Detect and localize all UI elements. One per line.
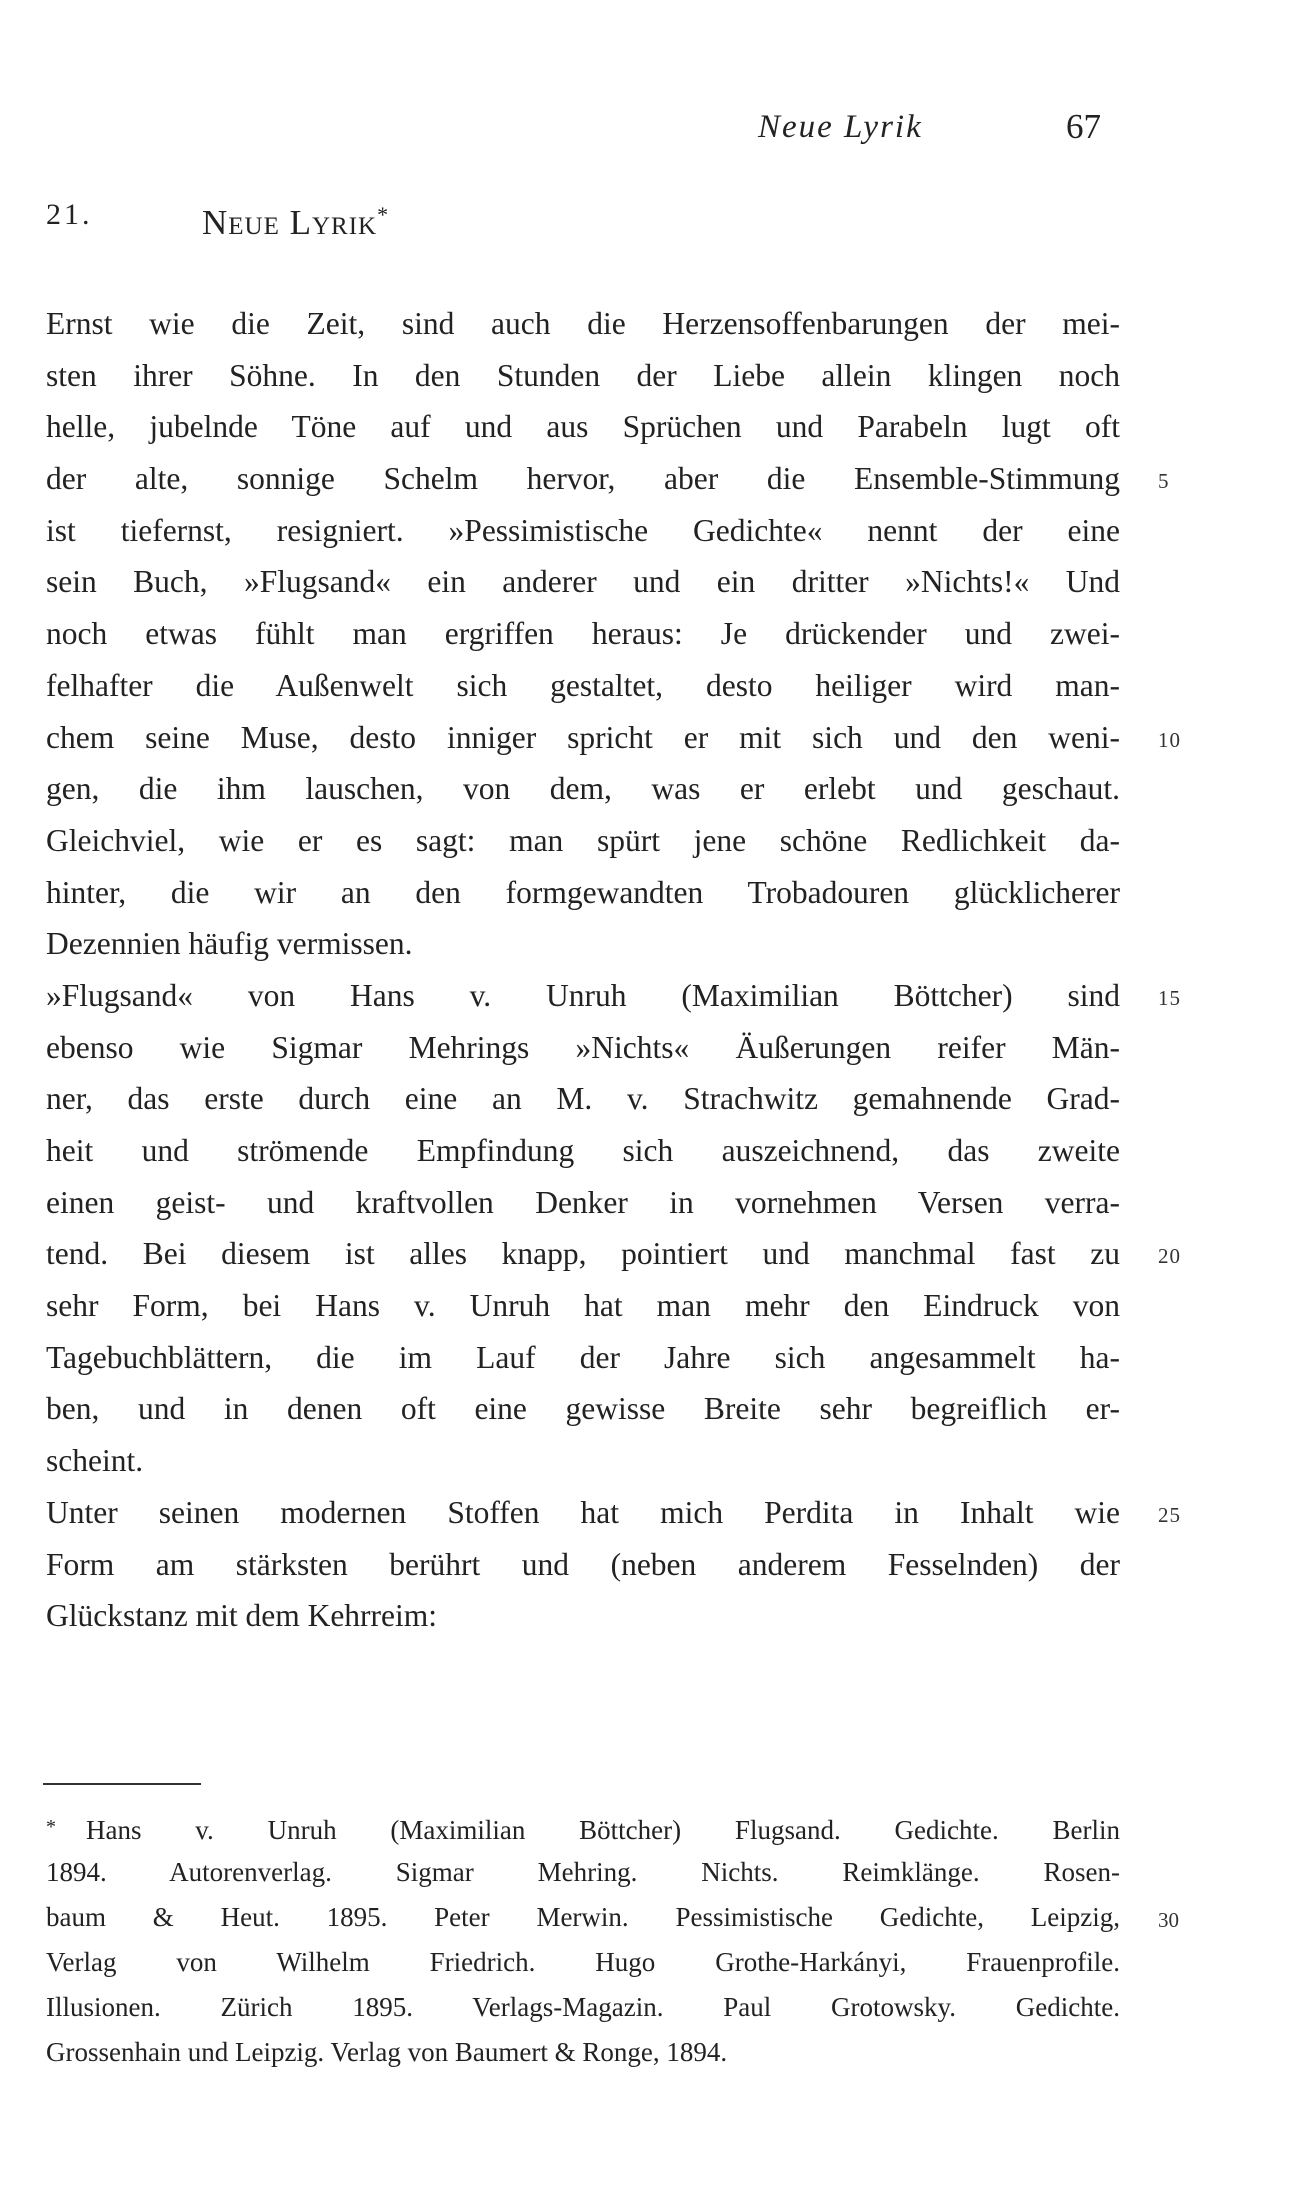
footnote-line-content: Hans v. Unruh (Maximilian Böttcher) Flugsand. Gedichte. Berlin [86, 1815, 1120, 1845]
text-line [46, 1383, 1120, 1435]
text-line [46, 712, 1181, 764]
footnote-line [46, 1940, 1120, 1985]
body-text [46, 298, 1181, 1642]
text-line [46, 556, 1120, 608]
text-line-content: ist tiefernst, resigniert. »Pessimistische Gedichte« nennt der eine [46, 512, 1120, 548]
text-line [46, 505, 1120, 557]
text-line [46, 815, 1120, 867]
text-line [46, 1073, 1120, 1125]
text-line [46, 401, 1120, 453]
footnote-line-content: Illusionen. Zürich 1895. Verlags-Magazin. Paul Grotowsky. Gedichte. [46, 1992, 1120, 2022]
text-line-content: ner, das erste durch eine an M. v. Strachwitz gemahnende Grad- [46, 1081, 1120, 1117]
text-line-content: »Flugsand« von Hans v. Unruh (Maximilian Böttcher) sind [46, 977, 1120, 1013]
section-title-text: Neue Lyrik [202, 203, 378, 242]
text-line-content: der alte, sonnige Schelm hervor, aber die Ensemble-Stimmung [46, 461, 1120, 497]
text-line [46, 1590, 1120, 1642]
line-number: 5 [1158, 469, 1170, 494]
text-line-content: einen geist- und kraftvollen Denker in vornehmen Versen verra- [46, 1184, 1120, 1220]
line-number: 10 [1158, 727, 1181, 752]
section-heading [46, 192, 946, 242]
text-line [46, 660, 1120, 712]
text-line [46, 1487, 1181, 1539]
footnote-line [46, 2030, 1120, 2075]
footnote-line [46, 1985, 1120, 2030]
section-title [202, 192, 389, 246]
footnote-line-content: 1894. Autorenverlag. Sigmar Mehring. Nichts. Reimklänge. Rosen- [46, 1857, 1120, 1887]
footnote-line-content: baum & Heut. 1895. Peter Merwin. Pessimistische Gedichte, Leipzig, [46, 1902, 1120, 1932]
running-head [0, 104, 1294, 150]
text-line [46, 1125, 1120, 1177]
text-line-content: sten ihrer Söhne. In den Stunden der Liebe allein klingen noch [46, 357, 1120, 393]
footnote-rule [43, 1783, 201, 1785]
text-line [46, 763, 1120, 815]
footnote-line [46, 1850, 1120, 1895]
text-line-content: sein Buch, »Flugsand« ein anderer und ein dritter »Nichts!« Und [46, 564, 1120, 600]
text-line [46, 608, 1120, 660]
line-number: 30 [1158, 1908, 1179, 1932]
text-line-content: felhafter die Außenwelt sich gestaltet, desto heiliger wird man- [46, 667, 1120, 703]
footnote-line-content: Grossenhain und Leipzig. Verlag von Baumert & Ronge, 1894. [46, 2037, 728, 2067]
footnote-line-content: Verlag von Wilhelm Friedrich. Hugo Grothe-Harkányi, Frauenprofile. [46, 1947, 1120, 1977]
text-line [46, 1228, 1181, 1280]
footnote-marker: * [46, 1816, 56, 1838]
text-line [46, 1332, 1120, 1384]
text-line [46, 350, 1120, 402]
footnote-marker: * [377, 202, 390, 227]
text-line [46, 970, 1181, 1022]
text-line-content: Form am stärksten berührt und (neben anderem Fesselnden) der [46, 1546, 1120, 1582]
line-number: 25 [1158, 1502, 1181, 1527]
line-number: 15 [1158, 985, 1181, 1010]
text-line-content: Tagebuchblättern, die im Lauf der Jahre sich angesammelt ha- [46, 1339, 1120, 1375]
text-line [46, 1022, 1120, 1074]
text-line [46, 1177, 1120, 1229]
text-line [46, 1280, 1120, 1332]
line-number: 20 [1158, 1244, 1181, 1269]
text-line-content: chem seine Muse, desto inniger spricht er mit sich und den weni- [46, 719, 1120, 755]
running-head-title: Neue Lyrik [758, 109, 923, 145]
text-line [46, 298, 1120, 350]
footnote-line [46, 1805, 1120, 1850]
footnote-line [46, 1895, 1179, 1940]
text-line-content: Unter seinen modernen Stoffen hat mich Perdita in Inhalt wie [46, 1494, 1120, 1530]
text-line-content: helle, jubelnde Töne auf und aus Sprüchen und Parabeln lugt oft [46, 409, 1120, 445]
text-line [46, 867, 1120, 919]
text-line-content: scheint. [46, 1443, 144, 1479]
text-line [46, 453, 1170, 505]
text-line-content: sehr Form, bei Hans v. Unruh hat man mehr den Eindruck von [46, 1288, 1120, 1324]
text-line-content: gen, die ihm lauschen, von dem, was er erlebt und geschaut. [46, 771, 1120, 807]
footnote [46, 1805, 1179, 2075]
page-number: 67 [1066, 107, 1101, 146]
text-line [46, 1435, 1120, 1487]
section-number: 21. [46, 198, 93, 231]
text-line-content: Gleichviel, wie er es sagt: man spürt jene schöne Redlichkeit da- [46, 822, 1120, 858]
text-line [46, 1539, 1120, 1591]
text-line-content: heit und strömende Empfindung sich auszeichnend, das zweite [46, 1133, 1120, 1168]
text-line-content: noch etwas fühlt man ergriffen heraus: Je drückender und zwei- [46, 616, 1120, 652]
text-line-content: Ernst wie die Zeit, sind auch die Herzensoffenbarungen der mei- [46, 306, 1120, 341]
text-line-content: hinter, die wir an den formgewandten Trobadouren glücklicherer [46, 874, 1120, 910]
text-line-content: ebenso wie Sigmar Mehrings »Nichts« Äußerungen reifer Män- [46, 1029, 1120, 1065]
text-line-content: ben, und in denen oft eine gewisse Breite sehr begreiflich er- [46, 1391, 1120, 1427]
text-line [46, 918, 1120, 970]
text-line-content: Dezennien häufig vermissen. [46, 926, 413, 962]
text-line-content: Glückstanz mit dem Kehrreim: [46, 1598, 438, 1634]
text-line-content: tend. Bei diesem ist alles knapp, pointiert und manchmal fast zu [46, 1236, 1120, 1272]
